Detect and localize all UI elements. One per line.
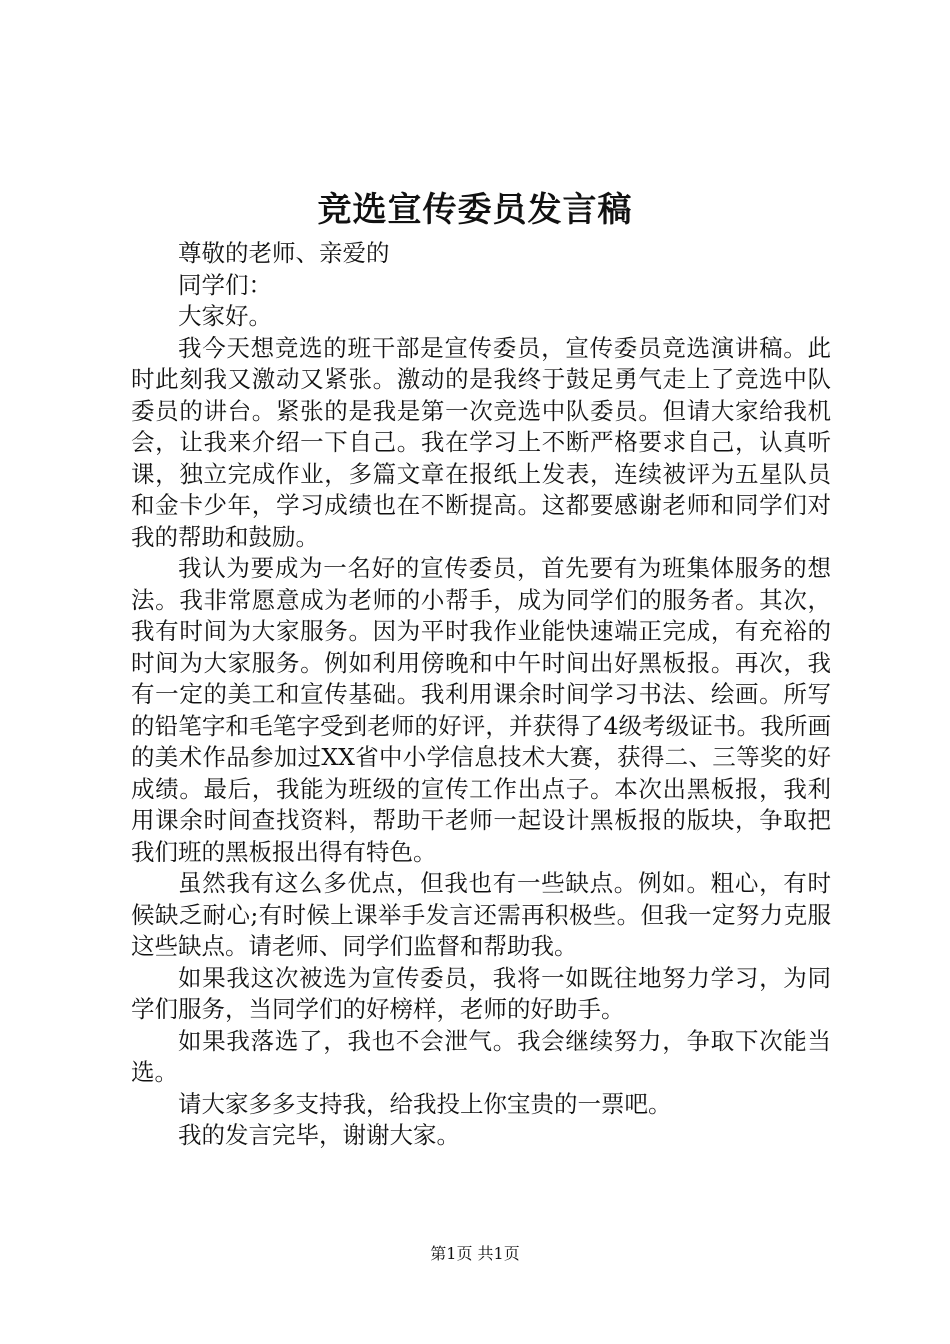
paragraph-intro: 我今天想竞选的班干部是宣传委员，宣传委员竞选演讲稿。此时此刻我又激动又紧张。激动的是我终于鼓足勇气走上了竞选中队委员的讲台。紧张的是我是第一次竞选中队委员。但请大家给我机会，让我来介绍一下自己。我在学习上不断严格要求自己，认真听课，独立完成作业，多篇文章在报纸上发表，连续被评为五星队员和金卡少年，学习成绩也在不断提高。这都要感谢老师和同学们对我的帮助和鼓励。 [131,333,831,551]
paragraph-greeting-2: 同学们： [178,270,272,299]
paragraph-greeting-1: 尊敬的老师、亲爱的 [178,239,390,267]
paragraph-if-not-elected: 如果我落选了，我也不会泄气。我会继续努力，争取下次能当选。 [131,1026,831,1086]
paragraph-closing: 我的发言完毕，谢谢大家。 [178,1121,460,1149]
page-number-footer: 第1页 共1页 [430,1244,520,1263]
document-title: 竞选宣传委员发言稿 [317,190,633,230]
document-body [131,238,831,1152]
paragraph-shortcomings: 虽然我有这么多优点，但我也有一些缺点。例如。粗心，有时候缺乏耐心;有时候上课举手发言还需再积极些。但我一定努力克服这些缺点。请老师、同学们监督和帮助我。 [131,869,831,960]
paragraph-qualifications: 我认为要成为一名好的宣传委员，首先要有为班集体服务的想法。我非常愿意成为老师的小帮手，成为同学们的服务者。其次，我有时间为大家服务。因为平时我作业能快速端正完成，有充裕的时间为大家服务。例如利用傍晚和中午时间出好黑板报。再次，我有一定的美工和宣传基础。我利用课余时间学习书法、绘画。所写的铅笔字和毛笔字受到老师的好评，并获得了4级考级证书。我所画的美术作品参加过XX省中小学信息技术大赛，获得二、三等奖的好成绩。最后，我能为班级的宣传工作出点子。本次出黑板报，我利用课余时间查找资料，帮助干老师一起设计黑板报的版块，争取把我们班的黑板报出得有特色。 [131,554,831,866]
paragraph-greeting-3: 大家好。 [178,302,272,330]
paragraph-if-elected: 如果我这次被选为宣传委员，我将一如既往地努力学习，为同学们服务，当同学们的好榜样，老师的好助手。 [131,963,831,1023]
paragraph-request-vote: 请大家多多支持我，给我投上你宝贵的一票吧。 [178,1089,672,1118]
